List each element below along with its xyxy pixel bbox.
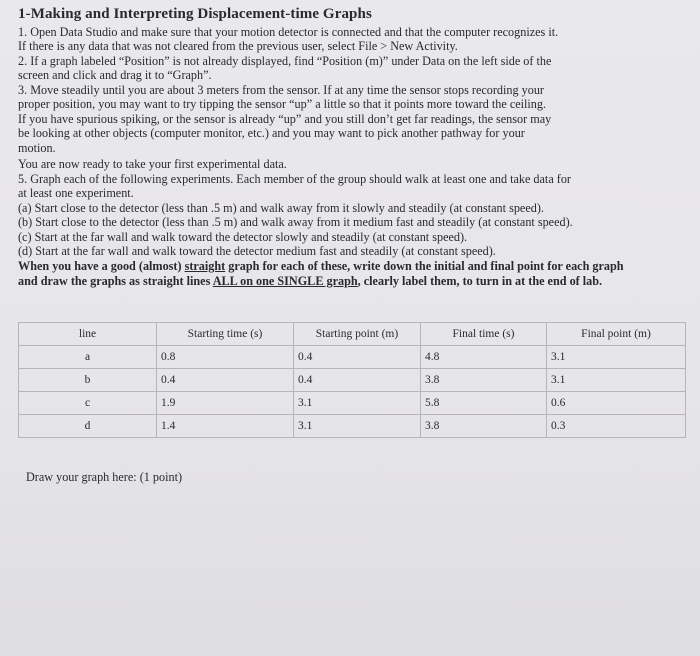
header-line: line [19, 323, 157, 346]
cell-starting-point: 3.1 [294, 415, 421, 438]
instruction-line: motion. [18, 141, 56, 155]
table-row [19, 392, 686, 415]
header-final-time: Final time (s) [421, 323, 547, 346]
cell-starting-point: 3.1 [294, 392, 421, 415]
instruction-line: If you have spurious spiking, or the sensor is already “up” and you still don’t get far readings, the sensor may [18, 112, 552, 126]
cell-line: a [19, 346, 157, 369]
cell-starting-time: 1.4 [157, 415, 294, 438]
instruction-line: If there is any data that was not cleared from the previous user, select File > New Activity. [18, 39, 458, 53]
cell-final-point: 0.6 [547, 392, 686, 415]
cell-final-time: 5.8 [421, 392, 547, 415]
table-header-row [19, 323, 686, 346]
draw-graph-prompt: Draw your graph here: (1 point) [26, 470, 183, 484]
cell-starting-time: 0.8 [157, 346, 294, 369]
cell-final-point: 0.3 [547, 415, 686, 438]
instruction-line: be looking at other objects (computer monitor, etc.) and you may want to pick another pathway for your [18, 126, 525, 140]
table-row [19, 415, 686, 438]
cell-line: c [19, 392, 157, 415]
worksheet-title: 1-Making and Interpreting Displacement-time Graphs [18, 6, 372, 22]
header-final-point: Final point (m) [547, 323, 686, 346]
header-starting-time: Starting time (s) [157, 323, 294, 346]
bold-note-line-1: When you have a good (almost) straight graph for each of these, write down the initial and final point for each graph [18, 259, 624, 273]
bold-note-line-2: and draw the graphs as straight lines ALL on one SINGLE graph, clearly label them, to turn in at the end of lab. [18, 274, 603, 288]
table-row [19, 369, 686, 392]
instruction-line: proper position, you may want to try tipping the sensor “up” a little so that it points more toward the ceiling. [18, 97, 547, 111]
cell-final-point: 3.1 [547, 369, 686, 392]
instruction-line: 3. Move steadily until you are about 3 meters from the sensor. If at any time the sensor stops recording your [18, 83, 544, 97]
cell-line: b [19, 369, 157, 392]
results-table [18, 322, 686, 438]
instruction-line: (d) Start at the far wall and walk toward the detector medium fast and steadily (at constant speed). [18, 244, 496, 258]
instruction-line: 2. If a graph labeled “Position” is not already displayed, find “Position (m)” under Data on the left side of the [18, 54, 552, 68]
cell-starting-time: 0.4 [157, 369, 294, 392]
cell-final-time: 3.8 [421, 369, 547, 392]
table-row [19, 346, 686, 369]
cell-final-point: 3.1 [547, 346, 686, 369]
cell-starting-point: 0.4 [294, 369, 421, 392]
cell-final-time: 3.8 [421, 415, 547, 438]
instruction-line: (b) Start close to the detector (less than .5 m) and walk away from it medium fast and steadily (at constant speed). [18, 215, 573, 229]
cell-final-time: 4.8 [421, 346, 547, 369]
instruction-line: You are now ready to take your first experimental data. [18, 157, 287, 171]
instruction-line: (a) Start close to the detector (less than .5 m) and walk away from it slowly and steadily (at constant speed). [18, 201, 544, 215]
cell-starting-time: 1.9 [157, 392, 294, 415]
instruction-line: (c) Start at the far wall and walk toward the detector slowly and steadily (at constant speed). [18, 230, 468, 244]
instruction-line: at least one experiment. [18, 186, 134, 200]
cell-line: d [19, 415, 157, 438]
instruction-line: 1. Open Data Studio and make sure that your motion detector is connected and that the computer recognizes it. [18, 25, 559, 39]
cell-starting-point: 0.4 [294, 346, 421, 369]
instruction-line: 5. Graph each of the following experiments. Each member of the group should walk at least one and take data for [18, 172, 571, 186]
instruction-line: screen and click and drag it to “Graph”. [18, 68, 212, 82]
header-starting-point: Starting point (m) [294, 323, 421, 346]
